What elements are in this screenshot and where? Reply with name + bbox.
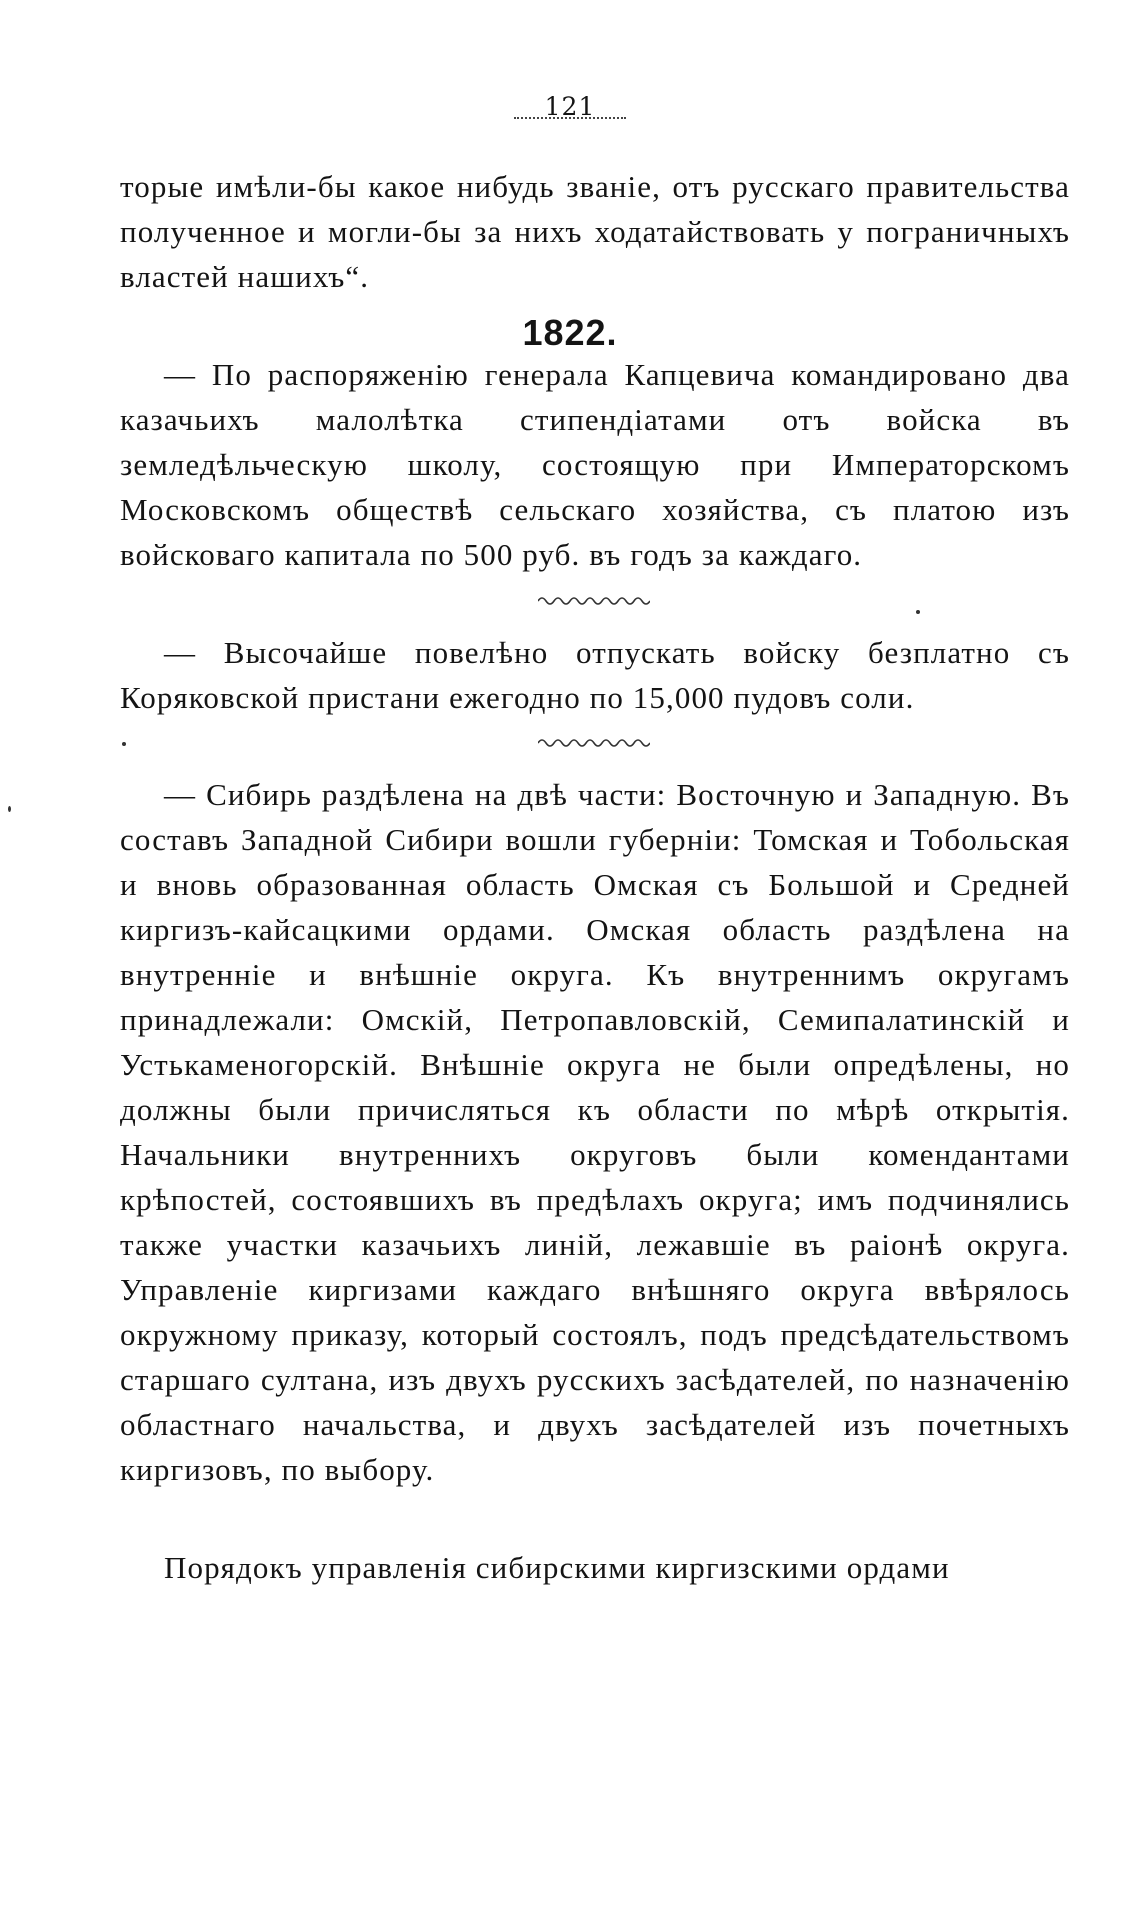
scan-speck — [916, 610, 920, 614]
wavy-separator-1 — [538, 594, 650, 608]
scan-speck — [122, 742, 126, 746]
paragraph-text: — Высочайше повелѣно отпускать войску безплатно съ Коряковской пристани ежегодно по 15,000 пудовъ соли. — [120, 635, 1070, 715]
paragraph-text: торые имѣли-бы какое нибудь званіе, отъ русскаго правительства полученное и могли-бы за нихъ ходатайствовать у пограничныхъ властей нашихъ“. — [120, 169, 1070, 294]
page-number-block — [0, 92, 1140, 119]
paragraph-text: — Сибирь раздѣлена на двѣ части: Восточную и Западную. Въ составъ Западной Сибири вошли губерніи: Томская и Тобольская и вновь образованная область Омская съ Большой и Средней киргизъ-кайсацкими ордами. Омская область раздѣлена на внутренніе и внѣшніе округа. Къ внутреннимъ округамъ принадлежали: Омскій, Петропавловскій, Семипалатинскій и Устькаменогорскій. Внѣшніе округа не были опредѣлены, но должны были причисляться къ области по мѣрѣ открытія. Начальники внутреннихъ округовъ были комендантами крѣпостей, состоявшихъ въ предѣлахъ округа; имъ подчинялись также участки казачьихъ линій, лежавшіе въ раіонѣ округа. Управленіе киргизами каждаго внѣшняго округа ввѣрялось окружному приказу, который состоялъ, подъ предсѣдательствомъ старшаго султана, изъ двухъ русскихъ засѣдателей, по назначенію областнаго начальства, и двухъ засѣдателей изъ почетныхъ киргизовъ, по выбору. — [120, 777, 1070, 1487]
page-number: 121 — [544, 92, 596, 121]
paragraph-text: — По распоряженію генерала Капцевича командировано два казачьихъ малолѣтка стипендіатами отъ войска въ земледѣльческую школу, состоящую при Императорскомъ Московскомъ обществѣ сельскаго хозяйства, съ платою изъ войсковаго капитала по 500 руб. въ годъ за каждаго. — [120, 357, 1070, 572]
year-heading: 1822. — [522, 312, 618, 353]
paragraph-siberia — [120, 772, 1070, 1537]
paragraph-salt — [120, 630, 1070, 720]
paragraph-order — [120, 1545, 1070, 1590]
paragraph-kaptsevich — [120, 352, 1070, 577]
paragraph-continuation — [120, 164, 1070, 299]
wavy-separator-2 — [538, 736, 650, 750]
paragraph-text: Порядокъ управленія сибирскими киргизскими ордами — [164, 1550, 950, 1585]
scan-speck — [8, 806, 11, 812]
